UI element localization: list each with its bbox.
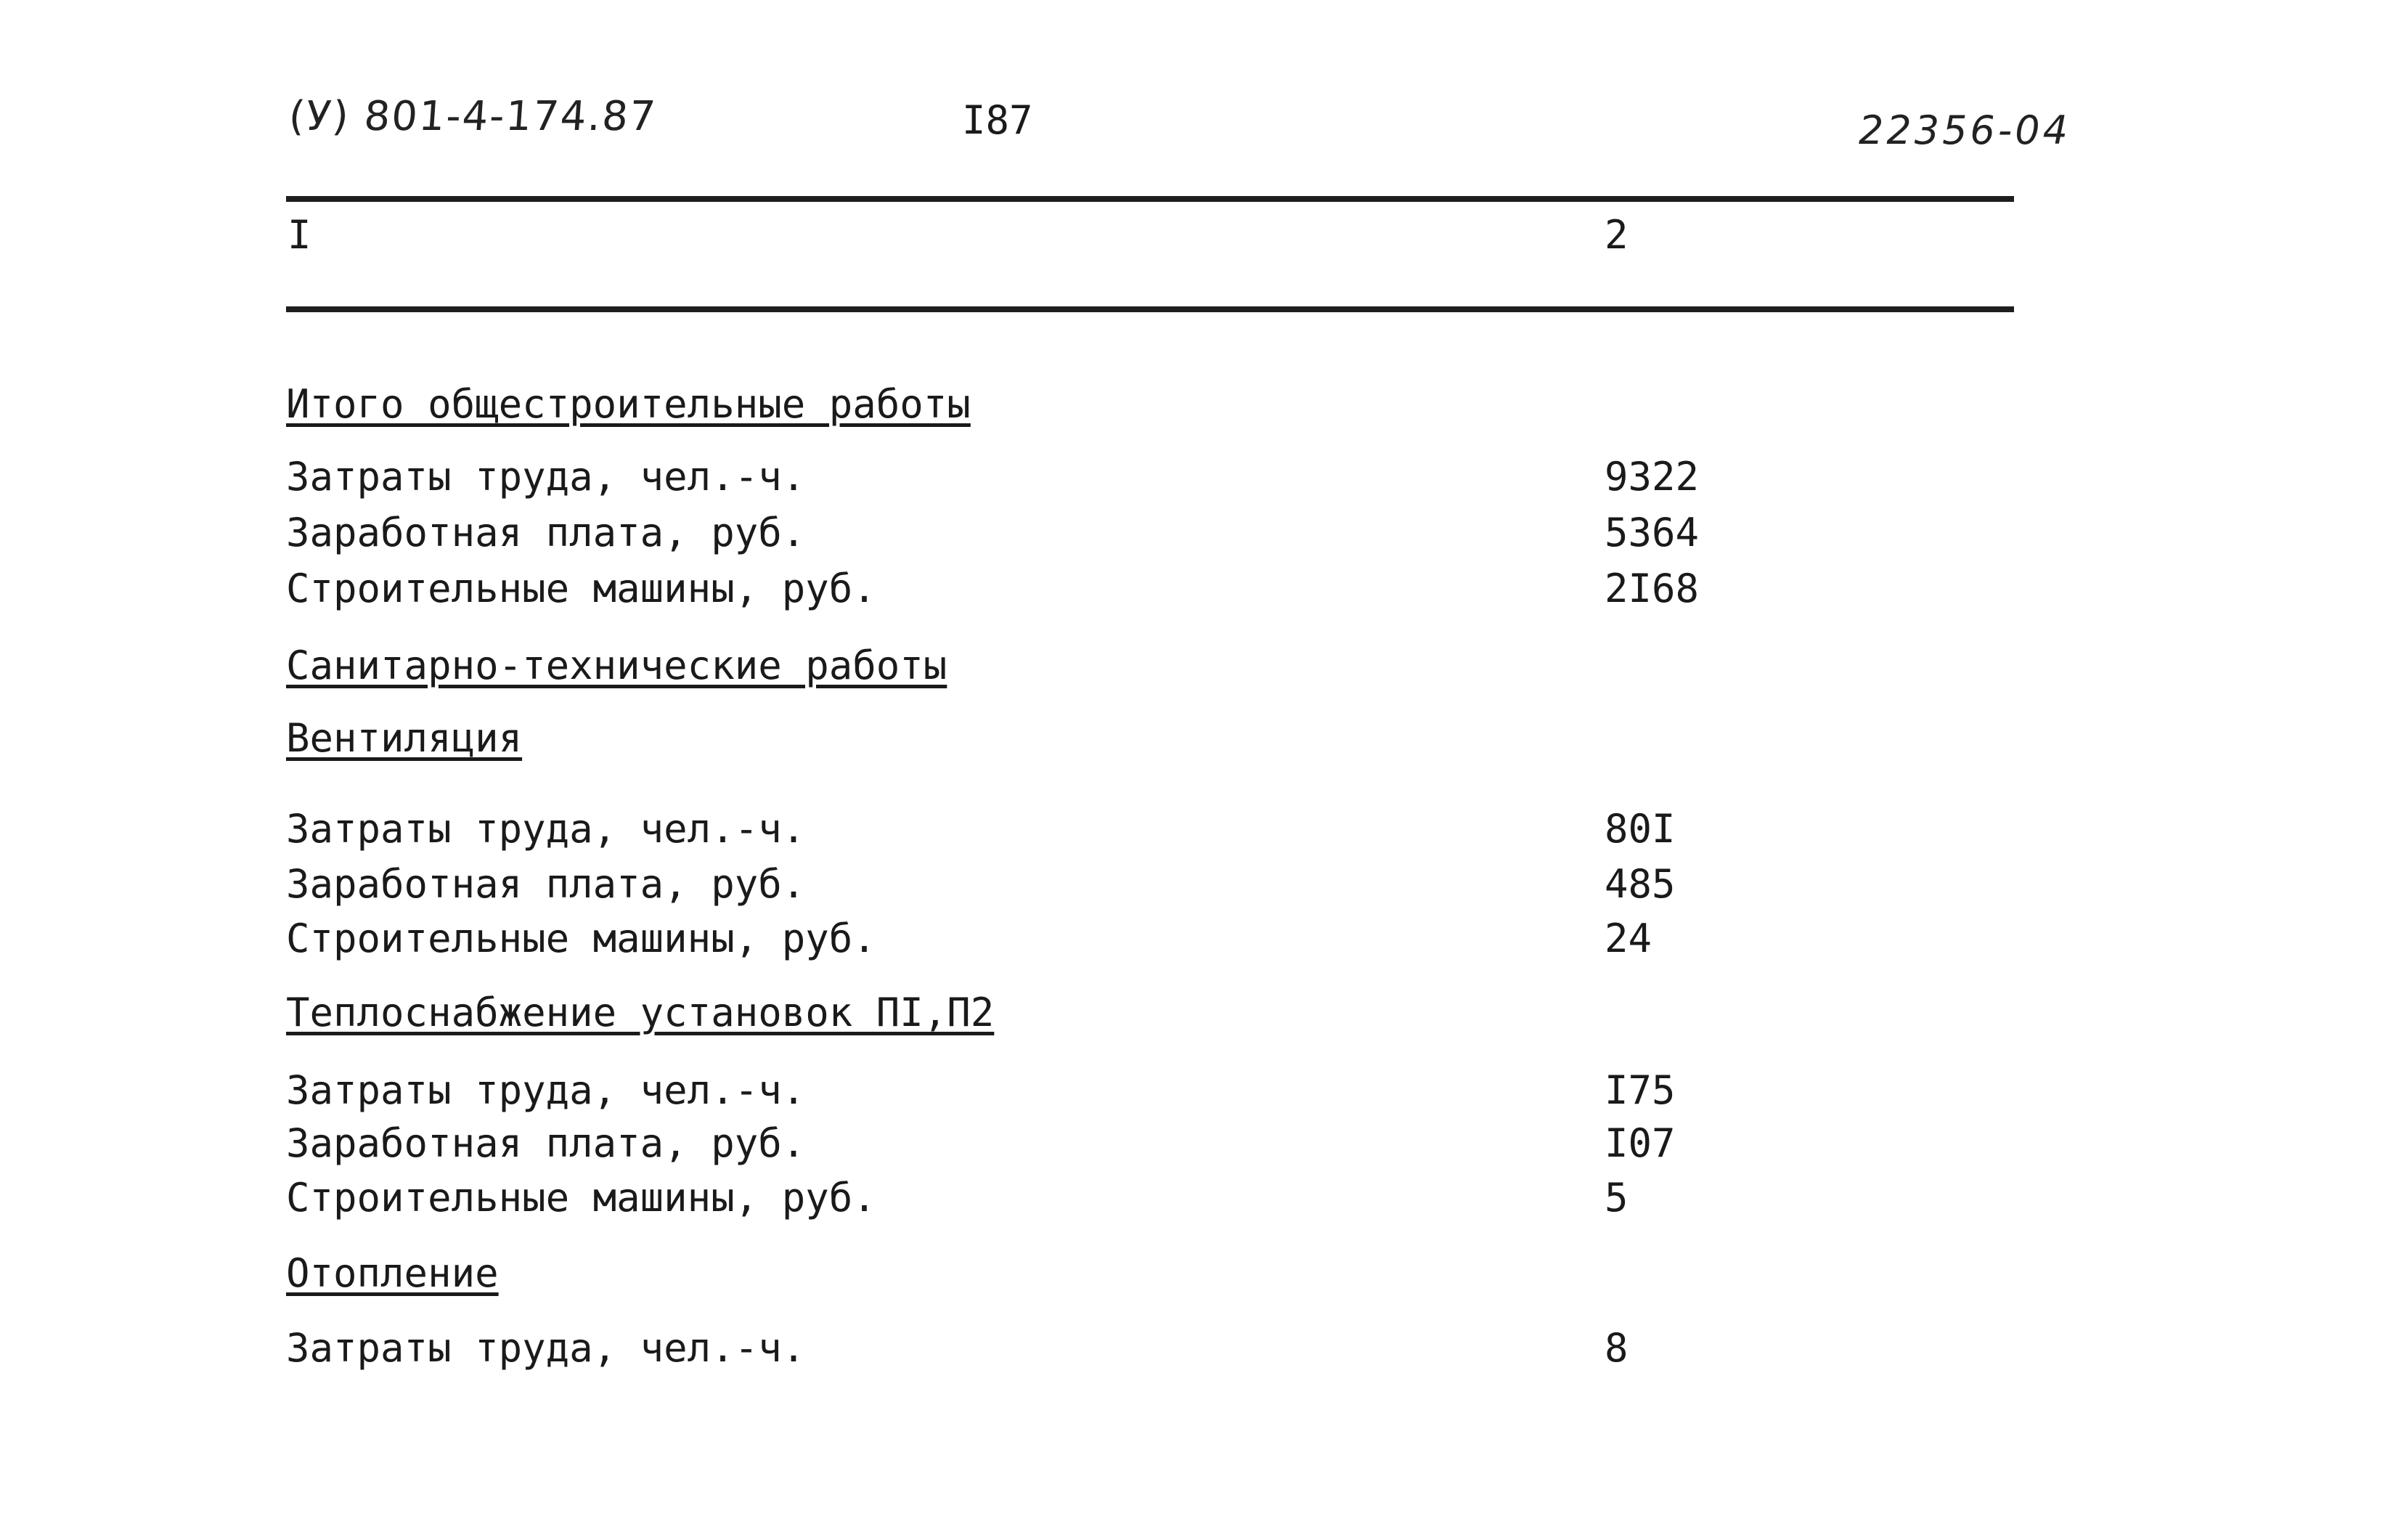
table-row: [286, 1321, 2029, 1375]
document-code: (У) 801-4-174.87: [287, 93, 659, 140]
document-number: 22356-04: [1859, 107, 2071, 153]
row-label: Затраты труда, чел.-ч.: [286, 1325, 806, 1371]
row-label: Теплоснабжение установок ПI,П2: [286, 990, 995, 1035]
table-header-rule: [286, 306, 2014, 312]
column-number-1: I: [288, 212, 311, 258]
row-value: I07: [1605, 1120, 1676, 1166]
row-value: 2I68: [1605, 566, 1700, 611]
section-heading: [286, 986, 2029, 1040]
section-heading: [286, 378, 2029, 431]
row-label: Строительные машины, руб.: [286, 566, 876, 611]
row-label: Затраты труда, чел.-ч.: [286, 806, 806, 852]
table-row: [286, 912, 2029, 966]
table-top-rule: [286, 196, 2014, 202]
table-row: [286, 1117, 2029, 1170]
row-value: 485: [1605, 861, 1676, 907]
table-row: [286, 857, 2029, 911]
table-row: [286, 1171, 2029, 1225]
row-value: 5: [1605, 1175, 1628, 1221]
column-number-2: 2: [1605, 212, 1628, 258]
section-heading: [286, 639, 2029, 693]
table-row: [286, 562, 2029, 616]
row-label: Строительные машины, руб.: [286, 1175, 876, 1221]
row-label: Заработная плата, руб.: [286, 510, 806, 555]
table-row: [286, 802, 2029, 856]
row-label: Итого общестроительные работы: [286, 381, 971, 427]
row-value: 80I: [1605, 806, 1676, 852]
row-value: 9322: [1605, 454, 1700, 500]
row-value: I75: [1605, 1067, 1676, 1113]
row-label: Заработная плата, руб.: [286, 1120, 806, 1166]
row-label: Строительные машины, руб.: [286, 916, 876, 961]
table-row: [286, 506, 2029, 560]
row-label: Вентиляция: [286, 715, 523, 761]
page-number: I87: [962, 97, 1033, 143]
row-value: 24: [1605, 916, 1652, 961]
row-value: 8: [1605, 1325, 1628, 1371]
table-row: [286, 450, 2029, 504]
row-label: Санитарно-технические работы: [286, 643, 947, 688]
row-label: Затраты труда, чел.-ч.: [286, 454, 806, 500]
row-value: 5364: [1605, 510, 1700, 555]
row-label: Заработная плата, руб.: [286, 861, 806, 907]
row-label: Затраты труда, чел.-ч.: [286, 1067, 806, 1113]
row-label: Отопление: [286, 1250, 499, 1296]
section-heading: [286, 1247, 2029, 1300]
section-heading: [286, 712, 2029, 765]
table-row: [286, 1064, 2029, 1117]
